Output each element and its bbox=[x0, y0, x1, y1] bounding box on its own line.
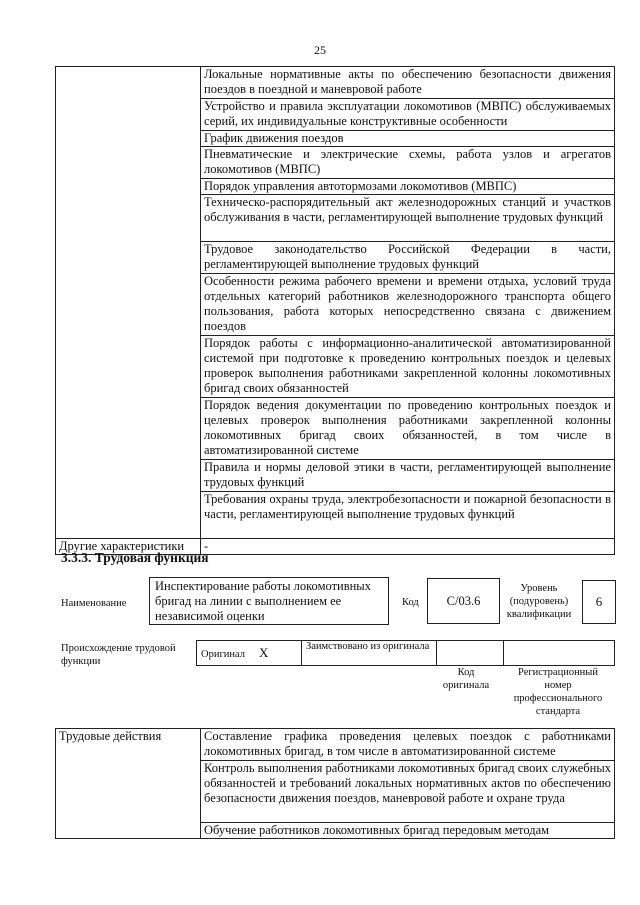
requirement-item: Порядок управления автотормозами локомотивов (МВПС) bbox=[201, 179, 615, 195]
requirement-item: Пневматические и электрические схемы, работа узлов и агрегатов локомотивов (МВПС) bbox=[201, 147, 615, 179]
original-mark: X bbox=[259, 644, 269, 660]
requirement-item: Порядок работы с информационно-аналитической автоматизированной системой при подготовке к проведению контрольных поездок и целевых проверок выполнения работниками закрепленной колонны локомотивных бригад своих обязанностей bbox=[201, 336, 615, 398]
other-value: - bbox=[201, 539, 615, 555]
action-item: Обучение работников локомотивных бригад передовым методам bbox=[201, 823, 615, 839]
level-box: 6 bbox=[582, 580, 616, 624]
origin-code-label: Код оригинала bbox=[442, 667, 490, 691]
original-cell bbox=[197, 641, 302, 666]
action-item: Контроль выполнения работниками локомотивных бригад своих служебных обязанностей и требований локальных нормативных актов по обеспечению безопасности движения поездов, маневровой работе и охране труда bbox=[201, 761, 615, 823]
origin-label: Происхождение трудовой функции bbox=[61, 643, 176, 667]
borrowed-cell: Заимствовано из оригинала bbox=[302, 641, 437, 666]
requirements-label-cell bbox=[56, 67, 201, 539]
level-label: Уровень (подуровень) квалификации bbox=[506, 583, 572, 620]
actions-label: Трудовые действия bbox=[56, 729, 201, 839]
other-label: Другие характеристики bbox=[56, 539, 201, 555]
original-label: Оригинал bbox=[201, 648, 245, 660]
code-box: C/03.6 bbox=[427, 578, 500, 624]
origin-code-cell bbox=[437, 641, 504, 666]
code-label: Код bbox=[402, 597, 419, 608]
origin-table bbox=[196, 640, 615, 666]
requirement-item: Локальные нормативные акты по обеспечению безопасности движения поездов в поездной и маневровой работе bbox=[201, 67, 615, 99]
requirement-item: Порядок ведения документации по проведению контрольных поездок и целевых проверок выполнения работниками закрепленной колонны локомотивных бригад своих обязанностей, в том числе в автоматизированной системе bbox=[201, 398, 615, 460]
requirements-table bbox=[55, 66, 615, 555]
requirement-item: Трудовое законодательство Российской Федерации в части, регламентирующей выполнение трудовых функций bbox=[201, 242, 615, 274]
requirement-item: Техническо-распорядительный акт железнодорожных станций и участков обслуживания в части, регламентирующей выполнение трудовых функций bbox=[201, 195, 615, 242]
action-item: Составление графика проведения целевых поездок с работниками локомотивных бригад, в том числе в автоматизированной системе bbox=[201, 729, 615, 761]
requirement-item: Особенности режима рабочего времени и времени отдыха, условий труда отдельных категорий работников железнодорожного транспорта общего пользования, работа которых непосредственно связана с движением поездов bbox=[201, 274, 615, 336]
requirement-item: График движения поездов bbox=[201, 131, 615, 147]
requirement-item: Требования охраны труда, электробезопасности и пожарной безопасности в части, регламентирующей выполнение трудовых функций bbox=[201, 492, 615, 539]
page-number: 25 bbox=[314, 43, 326, 57]
reg-number-cell bbox=[504, 641, 615, 666]
reg-number-label: Регистрационный номер профессионального стандарта bbox=[513, 667, 603, 717]
function-name-box: Инспектирование работы локомотивных бригад на линии с выполнением ее независимой оценки bbox=[149, 577, 389, 625]
name-label: Наименование bbox=[61, 598, 127, 609]
requirement-item: Устройство и правила эксплуатации локомотивов (МВПС) обслуживаемых серий, их индивидуальные конструктивные особенности bbox=[201, 99, 615, 131]
requirement-item: Правила и нормы деловой этики в части, регламентирующей выполнение трудовых функций bbox=[201, 460, 615, 492]
section-heading: 3.3.3. Трудовая функция bbox=[61, 550, 209, 565]
actions-table bbox=[55, 728, 615, 839]
